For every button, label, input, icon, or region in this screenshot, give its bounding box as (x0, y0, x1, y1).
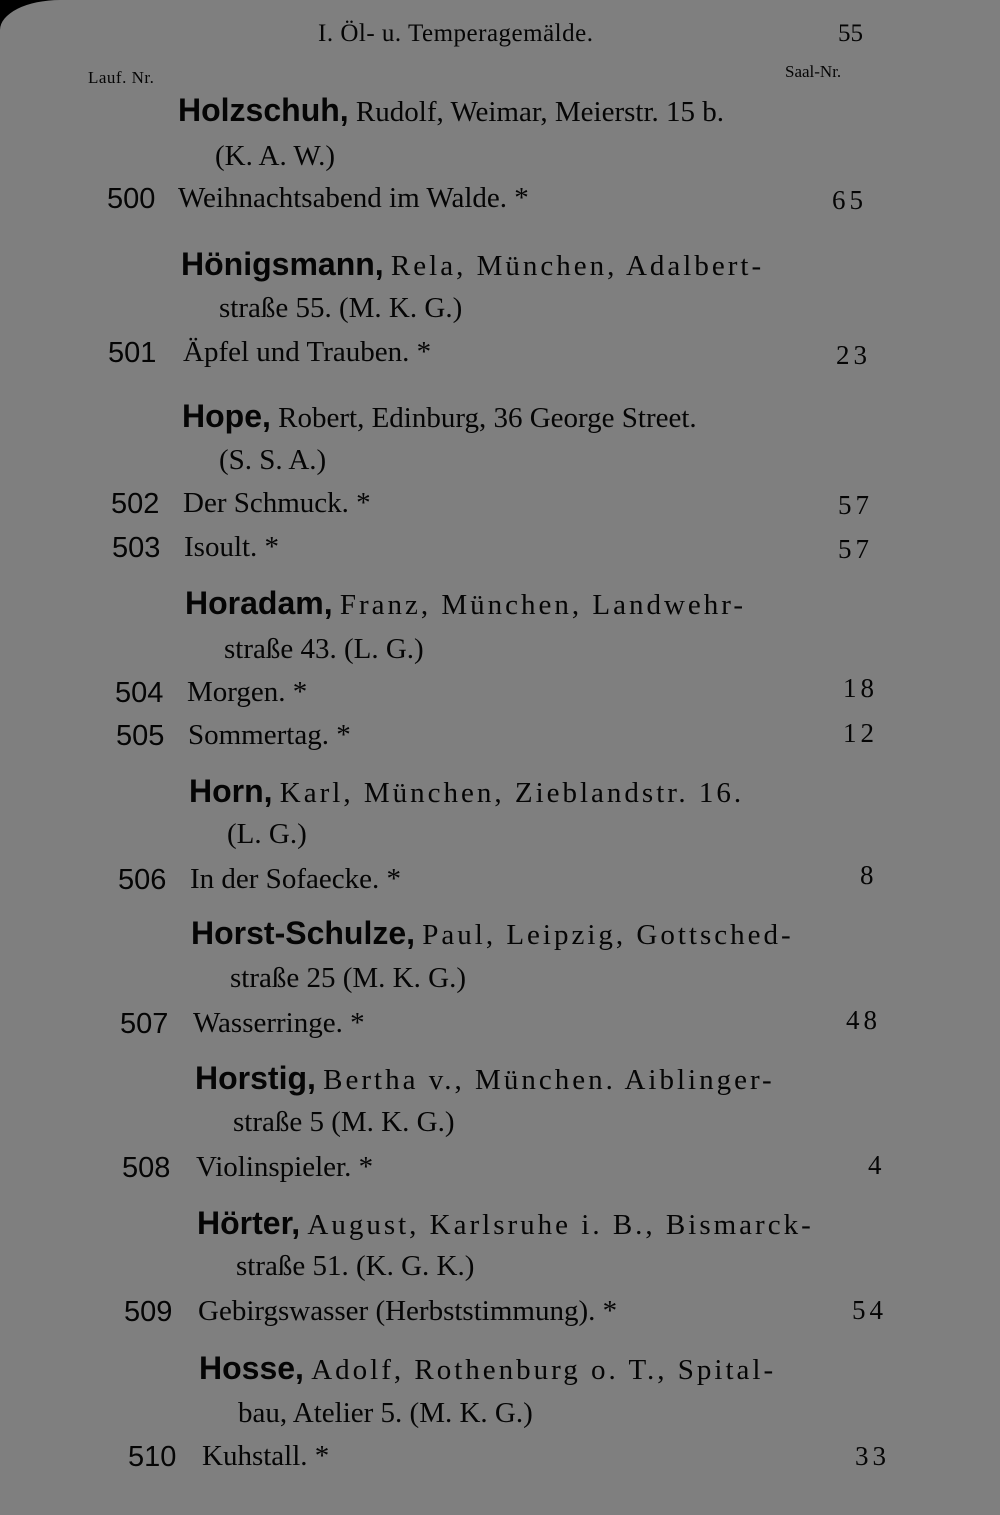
artist-address-cont: straße 5 (M. K. G.) (233, 1106, 455, 1138)
lauf-nr: 503 (112, 532, 161, 564)
work-title: Der Schmuck. * (183, 487, 371, 519)
artist-name: Horstig, (195, 1060, 316, 1096)
artist-address: Rudolf, Weimar, Meierstr. 15 b. (355, 96, 725, 128)
artist-address: Bertha v., München. Aiblinger- (323, 1064, 775, 1096)
artist-address-cont: (K. A. W.) (215, 140, 336, 172)
artist-line (191, 915, 794, 952)
saal-nr: 33 (855, 1441, 890, 1471)
artist-name: Hope, (182, 398, 271, 434)
saal-nr: 12 (843, 718, 878, 748)
artist-address-cont: straße 51. (K. G. K.) (236, 1250, 475, 1282)
work-title: Isoult. * (184, 531, 280, 563)
lauf-nr: 505 (116, 720, 165, 752)
artist-name: Horst-Schulze, (191, 915, 416, 951)
artist-name: Hörter, (197, 1205, 301, 1241)
work-title: Morgen. * (187, 676, 308, 708)
saal-nr: 54 (852, 1295, 887, 1325)
lauf-nr: 509 (124, 1296, 173, 1328)
artist-line (189, 773, 744, 810)
lauf-nr: 500 (107, 183, 156, 215)
artist-address: Franz, München, Landwehr- (339, 589, 747, 621)
work-title: Gebirgswasser (Herbststimmung). * (198, 1295, 618, 1327)
saal-nr: 57 (838, 534, 873, 564)
saal-nr: 8 (860, 860, 878, 890)
artist-address-cont: straße 43. (L. G.) (224, 633, 424, 665)
artist-address-cont: (L. G.) (227, 818, 307, 850)
artist-name: Hönigsmann, (181, 246, 384, 282)
work-title: Sommertag. * (188, 719, 351, 751)
artist-address-cont: straße 55. (M. K. G.) (219, 292, 463, 324)
lauf-nr: 506 (118, 864, 167, 896)
artist-address-cont: (S. S. A.) (219, 444, 327, 476)
work-title: Kuhstall. * (202, 1440, 330, 1472)
work-title: Weihnachtsabend im Walde. * (178, 182, 529, 214)
artist-line (199, 1350, 776, 1387)
artist-name: Hosse, (199, 1350, 304, 1386)
artist-name: Horadam, (185, 585, 333, 621)
lauf-nr: 510 (128, 1441, 177, 1473)
artist-line (181, 246, 764, 283)
artist-name: Horn, (189, 773, 273, 809)
work-title: Äpfel und Trauben. * (183, 336, 432, 368)
work-title: Wasserringe. * (193, 1007, 365, 1039)
artist-line (185, 585, 746, 622)
column-header-saal-nr: Saal-Nr. (785, 62, 842, 81)
saal-nr: 65 (832, 185, 867, 215)
artist-line (197, 1205, 814, 1242)
artist-address-cont: bau, Atelier 5. (M. K. G.) (238, 1397, 533, 1429)
artist-address-cont: straße 25 (M. K. G.) (230, 962, 466, 994)
artist-address: Robert, Edinburg, 36 George Street. (278, 402, 697, 434)
lauf-nr: 502 (111, 488, 160, 520)
saal-nr: 4 (868, 1150, 886, 1180)
running-header-title: I. Öl- u. Temperagemälde. (318, 20, 594, 47)
lauf-nr: 507 (120, 1008, 169, 1040)
artist-line (195, 1060, 775, 1097)
work-title: In der Sofaecke. * (190, 863, 401, 895)
artist-line (178, 92, 724, 129)
artist-line (182, 398, 697, 435)
column-header-lauf-nr: Lauf. Nr. (88, 68, 155, 87)
saal-nr: 18 (843, 673, 878, 703)
work-title: Violinspieler. * (196, 1151, 374, 1183)
artist-address: Adolf, Rothenburg o. T., Spital- (311, 1354, 777, 1386)
artist-address: Paul, Leipzig, Gottsched- (422, 919, 794, 951)
saal-nr: 23 (836, 340, 871, 370)
page-number: 55 (838, 20, 863, 47)
artist-address: Rela, München, Adalbert- (390, 250, 765, 282)
lauf-nr: 508 (122, 1152, 171, 1184)
saal-nr: 57 (838, 490, 873, 520)
lauf-nr: 504 (115, 677, 164, 709)
artist-address: August, Karlsruhe i. B., Bismarck- (307, 1209, 814, 1241)
lauf-nr: 501 (108, 337, 157, 369)
artist-address: Karl, München, Zieblandstr. 16. (279, 777, 745, 809)
artist-name: Holzschuh, (178, 92, 349, 128)
saal-nr: 48 (846, 1005, 881, 1035)
